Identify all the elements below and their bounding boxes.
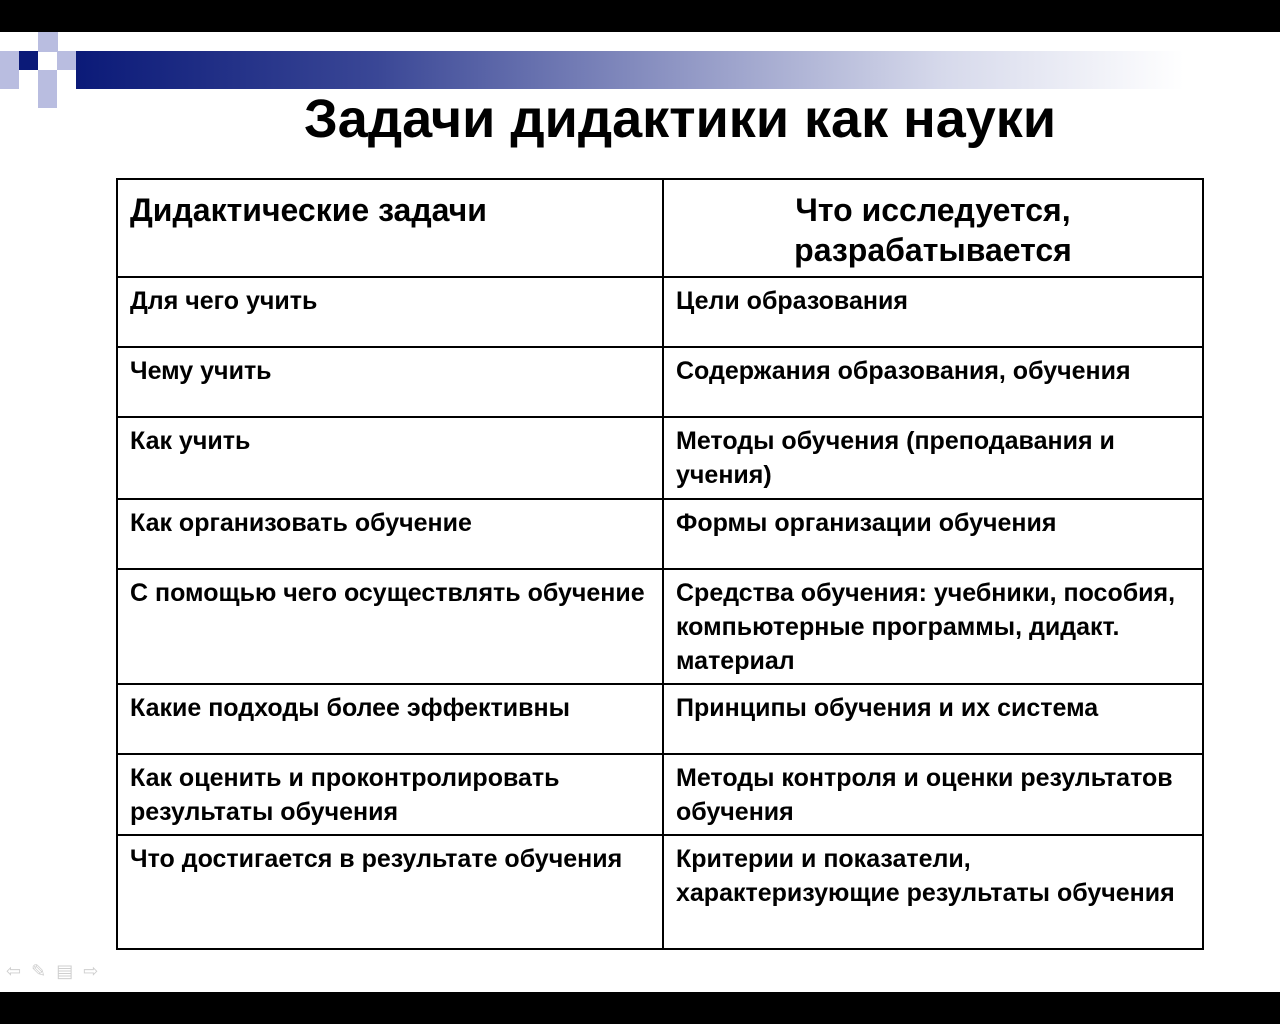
- task-cell: С помощью чего осуществлять обучение: [117, 569, 663, 684]
- back-arrow-icon[interactable]: ⇦: [6, 960, 22, 981]
- table-row: [117, 499, 1203, 569]
- deco-square-dark: [19, 51, 38, 70]
- subject-cell: Формы организации обучения: [663, 499, 1203, 569]
- table-row: [117, 569, 1203, 684]
- table-row: [117, 347, 1203, 417]
- header-tasks: Дидактические задачи: [117, 179, 663, 277]
- slideshow-nav: [6, 960, 98, 982]
- subject-cell: Средства обучения: учебники, пособия, компьютерные программы, дидакт. материал: [663, 569, 1203, 684]
- task-cell: Что достигается в результате обучения: [117, 835, 663, 949]
- task-cell: Как оценить и проконтролировать результаты обучения: [117, 754, 663, 835]
- deco-square-light-top: [38, 32, 58, 52]
- subject-cell: Цели образования: [663, 277, 1203, 347]
- task-cell: Какие подходы более эффективны: [117, 684, 663, 754]
- header-subjects: Что исследуется, разрабатывается: [663, 179, 1203, 277]
- table-header-row: [117, 179, 1203, 277]
- subject-cell: Методы контроля и оценки результатов обучения: [663, 754, 1203, 835]
- table-row: [117, 277, 1203, 347]
- header-gradient-bar: [76, 51, 1280, 89]
- deco-square-light-left: [0, 51, 19, 89]
- menu-icon[interactable]: ▤: [56, 960, 74, 981]
- deco-square-light-bottom: [38, 70, 57, 108]
- slide: [0, 32, 1280, 992]
- table-row: [117, 684, 1203, 754]
- didactics-table: [116, 178, 1204, 950]
- pen-icon[interactable]: ✎: [31, 960, 47, 981]
- deco-square-light-mid: [57, 51, 76, 70]
- task-cell: Как организовать обучение: [117, 499, 663, 569]
- task-cell: Для чего учить: [117, 277, 663, 347]
- subject-cell: Принципы обучения и их система: [663, 684, 1203, 754]
- task-cell: Чему учить: [117, 347, 663, 417]
- subject-cell: Критерии и показатели, характеризующие результаты обучения: [663, 835, 1203, 949]
- table-row: [117, 417, 1203, 499]
- subject-cell: Содержания образования, обучения: [663, 347, 1203, 417]
- slide-title: Задачи дидактики как науки: [303, 89, 1057, 149]
- table-row: [117, 835, 1203, 949]
- table-row: [117, 754, 1203, 835]
- forward-arrow-icon[interactable]: ⇨: [83, 960, 99, 981]
- subject-cell: Методы обучения (преподавания и учения): [663, 417, 1203, 499]
- task-cell: Как учить: [117, 417, 663, 499]
